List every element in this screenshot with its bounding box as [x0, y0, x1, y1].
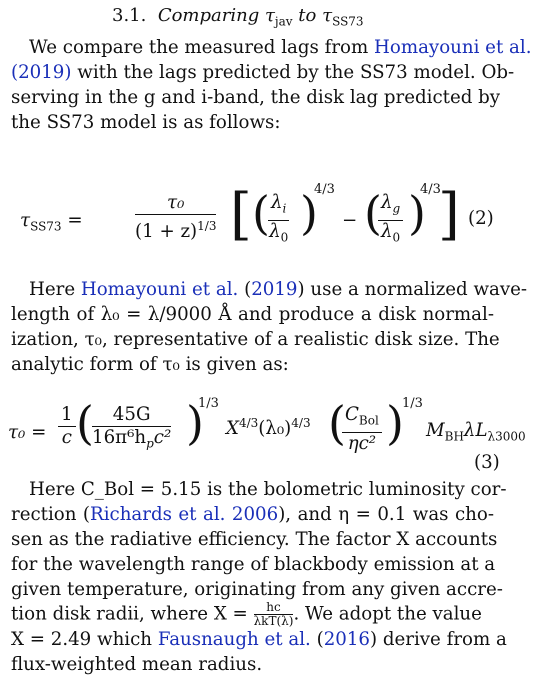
- equation-number-2: (2): [468, 208, 494, 229]
- para1-line-2: [11, 61, 515, 85]
- left-paren-1: (: [252, 186, 270, 240]
- citation-link-homayouni-2[interactable]: Homayouni et al.: [80, 279, 239, 300]
- para2-line-1: [29, 278, 528, 302]
- paren-open: (: [76, 396, 94, 450]
- right-paren-2: ): [408, 186, 426, 240]
- section-heading: [112, 5, 364, 29]
- eq2-ratio-g: [378, 192, 403, 248]
- text: . We adopt the value: [293, 603, 482, 625]
- denominator: c: [61, 427, 72, 448]
- right-paren-1: ): [300, 186, 318, 240]
- left-paren-2: (: [364, 186, 382, 240]
- sub: g: [392, 201, 401, 216]
- lambda: λ: [381, 220, 393, 242]
- section-number: 3.1.: [112, 5, 147, 26]
- sub: i: [282, 201, 287, 216]
- para3-line-2: [11, 503, 494, 527]
- para3-line-6: [11, 600, 494, 628]
- citation-link-homayouni[interactable]: Homayouni et al.: [374, 37, 532, 58]
- text: We compare the measured lags from: [29, 37, 375, 58]
- citation-year-link-3[interactable]: 2016: [323, 629, 370, 650]
- para2-line-2: length of λ₀ = λ/9000 Å and produce a disk normal-: [11, 304, 494, 325]
- numerator: hc: [254, 601, 294, 615]
- citation-year-link[interactable]: (2019): [11, 62, 72, 83]
- section-title-to: to: [292, 5, 323, 26]
- lambda0: (λ₀): [258, 418, 292, 440]
- para3-line-5: given temperature, originating from any given accre-: [11, 579, 503, 600]
- para1-line-1: [29, 36, 532, 60]
- text: rection (: [11, 504, 91, 525]
- text: X = 2.49 which: [11, 629, 158, 650]
- eq3-mass-lum: [426, 420, 526, 444]
- equation-number-3: (3): [474, 452, 500, 473]
- left-bracket: [: [230, 182, 252, 247]
- para2-line-4: analytic form of τ₀ is given as:: [11, 354, 289, 375]
- citation-year-link-2[interactable]: 2019: [251, 279, 298, 300]
- numerator: τ₀: [135, 192, 216, 215]
- exponent-one-third-2: 1/3: [402, 396, 423, 411]
- eq2-fraction: [135, 192, 216, 243]
- tau-symbol-2: τ: [322, 5, 333, 26]
- lambda-l: λL: [463, 420, 488, 441]
- lambda: λ: [381, 192, 393, 213]
- sub: p: [146, 436, 154, 451]
- sub: Bol: [358, 413, 379, 428]
- citation-link-richards[interactable]: Richards et al. 2006: [90, 504, 279, 525]
- m: M: [426, 420, 445, 441]
- para3-line-4: for the wavelength range of blackbody emission at a: [11, 554, 496, 575]
- tau: τ: [20, 210, 31, 231]
- paren-close: ): [186, 396, 204, 450]
- eq3-lhs: τ₀ =: [8, 422, 47, 443]
- sub: SS73: [30, 219, 62, 234]
- eq3-cbol-fraction: [342, 404, 382, 455]
- den: 16π⁶h: [92, 427, 147, 448]
- equals: =: [67, 210, 83, 231]
- x: X: [226, 418, 239, 440]
- tau-subscript-jav: jav: [274, 14, 293, 29]
- tau-subscript-ss73: SS73: [332, 14, 364, 29]
- numerator: 1: [58, 404, 76, 427]
- text: (: [310, 629, 324, 650]
- exponent: 1/3: [197, 219, 217, 233]
- lambda: λ: [269, 220, 281, 242]
- text: ) derive from a: [369, 629, 507, 650]
- denominator: ηc²: [347, 432, 377, 454]
- den: c²: [153, 427, 172, 448]
- sub: 0: [392, 230, 401, 245]
- exponent-2: 4/3: [420, 182, 441, 197]
- sup: 4/3: [238, 416, 259, 430]
- para1-line-4: the SS73 model is as follows:: [11, 112, 281, 133]
- para3-line-8: flux-weighted mean radius.: [11, 654, 263, 675]
- eq3-one-over-c: [58, 404, 76, 449]
- para3-line-3: sen as the radiative efficiency. The factor X accounts: [11, 529, 498, 550]
- exponent-one-third: 1/3: [198, 396, 219, 411]
- sup: 4/3: [291, 416, 311, 430]
- text: tion disk radii, where X =: [11, 603, 254, 625]
- equation-2: [20, 182, 500, 258]
- exponent-1: 4/3: [314, 182, 335, 197]
- text: ), and η = 0.1 was cho-: [278, 504, 494, 525]
- right-bracket: ]: [438, 182, 460, 247]
- numerator: 45G: [92, 404, 171, 427]
- lambda: λ: [271, 192, 283, 213]
- para2-line-3: ization, τ₀, representative of a realistic disk size. The: [11, 329, 500, 350]
- tau-symbol: τ: [264, 5, 275, 26]
- para3-line-1: Here C_Bol = 5.15 is the bolometric luminosity cor-: [29, 479, 507, 500]
- equation-3: [8, 396, 538, 480]
- section-title: Comparing: [157, 5, 265, 26]
- eq3-x-term: [226, 416, 311, 439]
- eq2-ratio-i: [268, 192, 289, 248]
- minus-sign: −: [342, 210, 358, 231]
- paren-open-2: (: [328, 396, 346, 450]
- eq3-main-fraction: [92, 404, 171, 455]
- paren-close-2: ): [386, 396, 404, 450]
- text: ) use a normalized wave-: [297, 279, 528, 300]
- sub: λ3000: [487, 429, 526, 444]
- denominator: (1 + z): [135, 221, 198, 243]
- citation-link-fausnaugh[interactable]: Fausnaugh et al.: [157, 629, 311, 650]
- para1-line-3: serving in the g and i-band, the disk lag predicted by: [11, 87, 501, 108]
- c: C: [345, 404, 359, 425]
- sub: 0: [280, 230, 289, 245]
- text: Here: [29, 279, 81, 300]
- sub: BH: [444, 429, 464, 444]
- text: with the lags predicted by the SS73 model. Ob-: [71, 62, 515, 83]
- text: (: [238, 279, 252, 300]
- denominator: λkT(λ): [253, 614, 294, 628]
- para3-line-7: [11, 628, 507, 652]
- eq2-lhs: [20, 210, 83, 234]
